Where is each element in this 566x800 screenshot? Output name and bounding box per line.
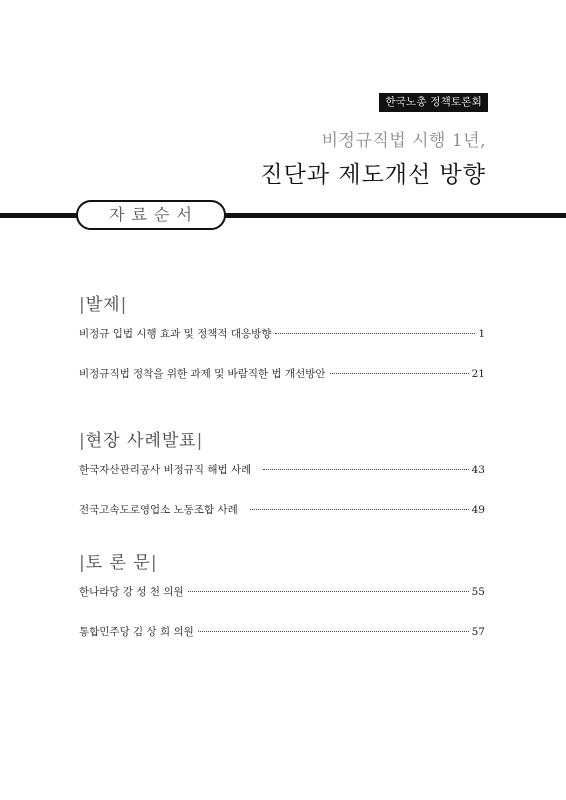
toc-entry-title: 한국자산관리공사 비정규직 해법 사례 [79,464,252,476]
dot-leader [250,509,469,510]
contents-label: 자료순서 [76,200,226,230]
toc-entry[interactable] [79,366,485,381]
toc-entry[interactable] [79,326,485,341]
dot-leader [188,591,469,592]
dot-leader [330,373,469,374]
toc-entry[interactable] [79,502,485,517]
toc-entry[interactable] [79,462,485,477]
toc-entry-page: 43 [471,464,485,476]
dot-leader [198,631,469,632]
toc-entry-title: 한나라당 강 성 천 의원 [79,586,184,598]
toc-entry-page: 55 [471,586,485,598]
section-heading: |현장 사례발표| [79,431,204,451]
toc-section-case-studies [79,426,485,517]
dot-leader [275,333,475,334]
toc-section-discussion [79,548,485,639]
toc-entry-page: 57 [471,626,485,638]
document-title: 진단과 제도개선 방향 [260,162,486,188]
section-heading: |토 론 문| [79,553,158,573]
toc-entry-title: 비정규 입법 시행 효과 및 정책적 대응방향 [79,328,272,340]
dot-leader [263,469,468,470]
toc-entry-title: 비정규직법 정착을 위한 과제 및 바람직한 법 개선방안 [79,368,326,380]
document-subtitle: 비정규직법 시행 1년, [321,131,486,151]
toc-section-presentation [79,290,485,381]
toc-entry-page: 21 [471,368,485,380]
toc-entry-page: 49 [471,504,485,516]
toc-entry-title: 전국고속도로영업소 노동조합 사례 [79,504,238,516]
toc-entry-title: 통합민주당 김 상 희 의원 [79,626,194,638]
toc-entry-page: 1 [478,328,485,340]
toc-entry[interactable] [79,624,485,639]
event-badge: 한국노총 정책토론회 [379,93,488,112]
toc-entry[interactable] [79,584,485,599]
section-heading: |발제| [79,295,128,315]
